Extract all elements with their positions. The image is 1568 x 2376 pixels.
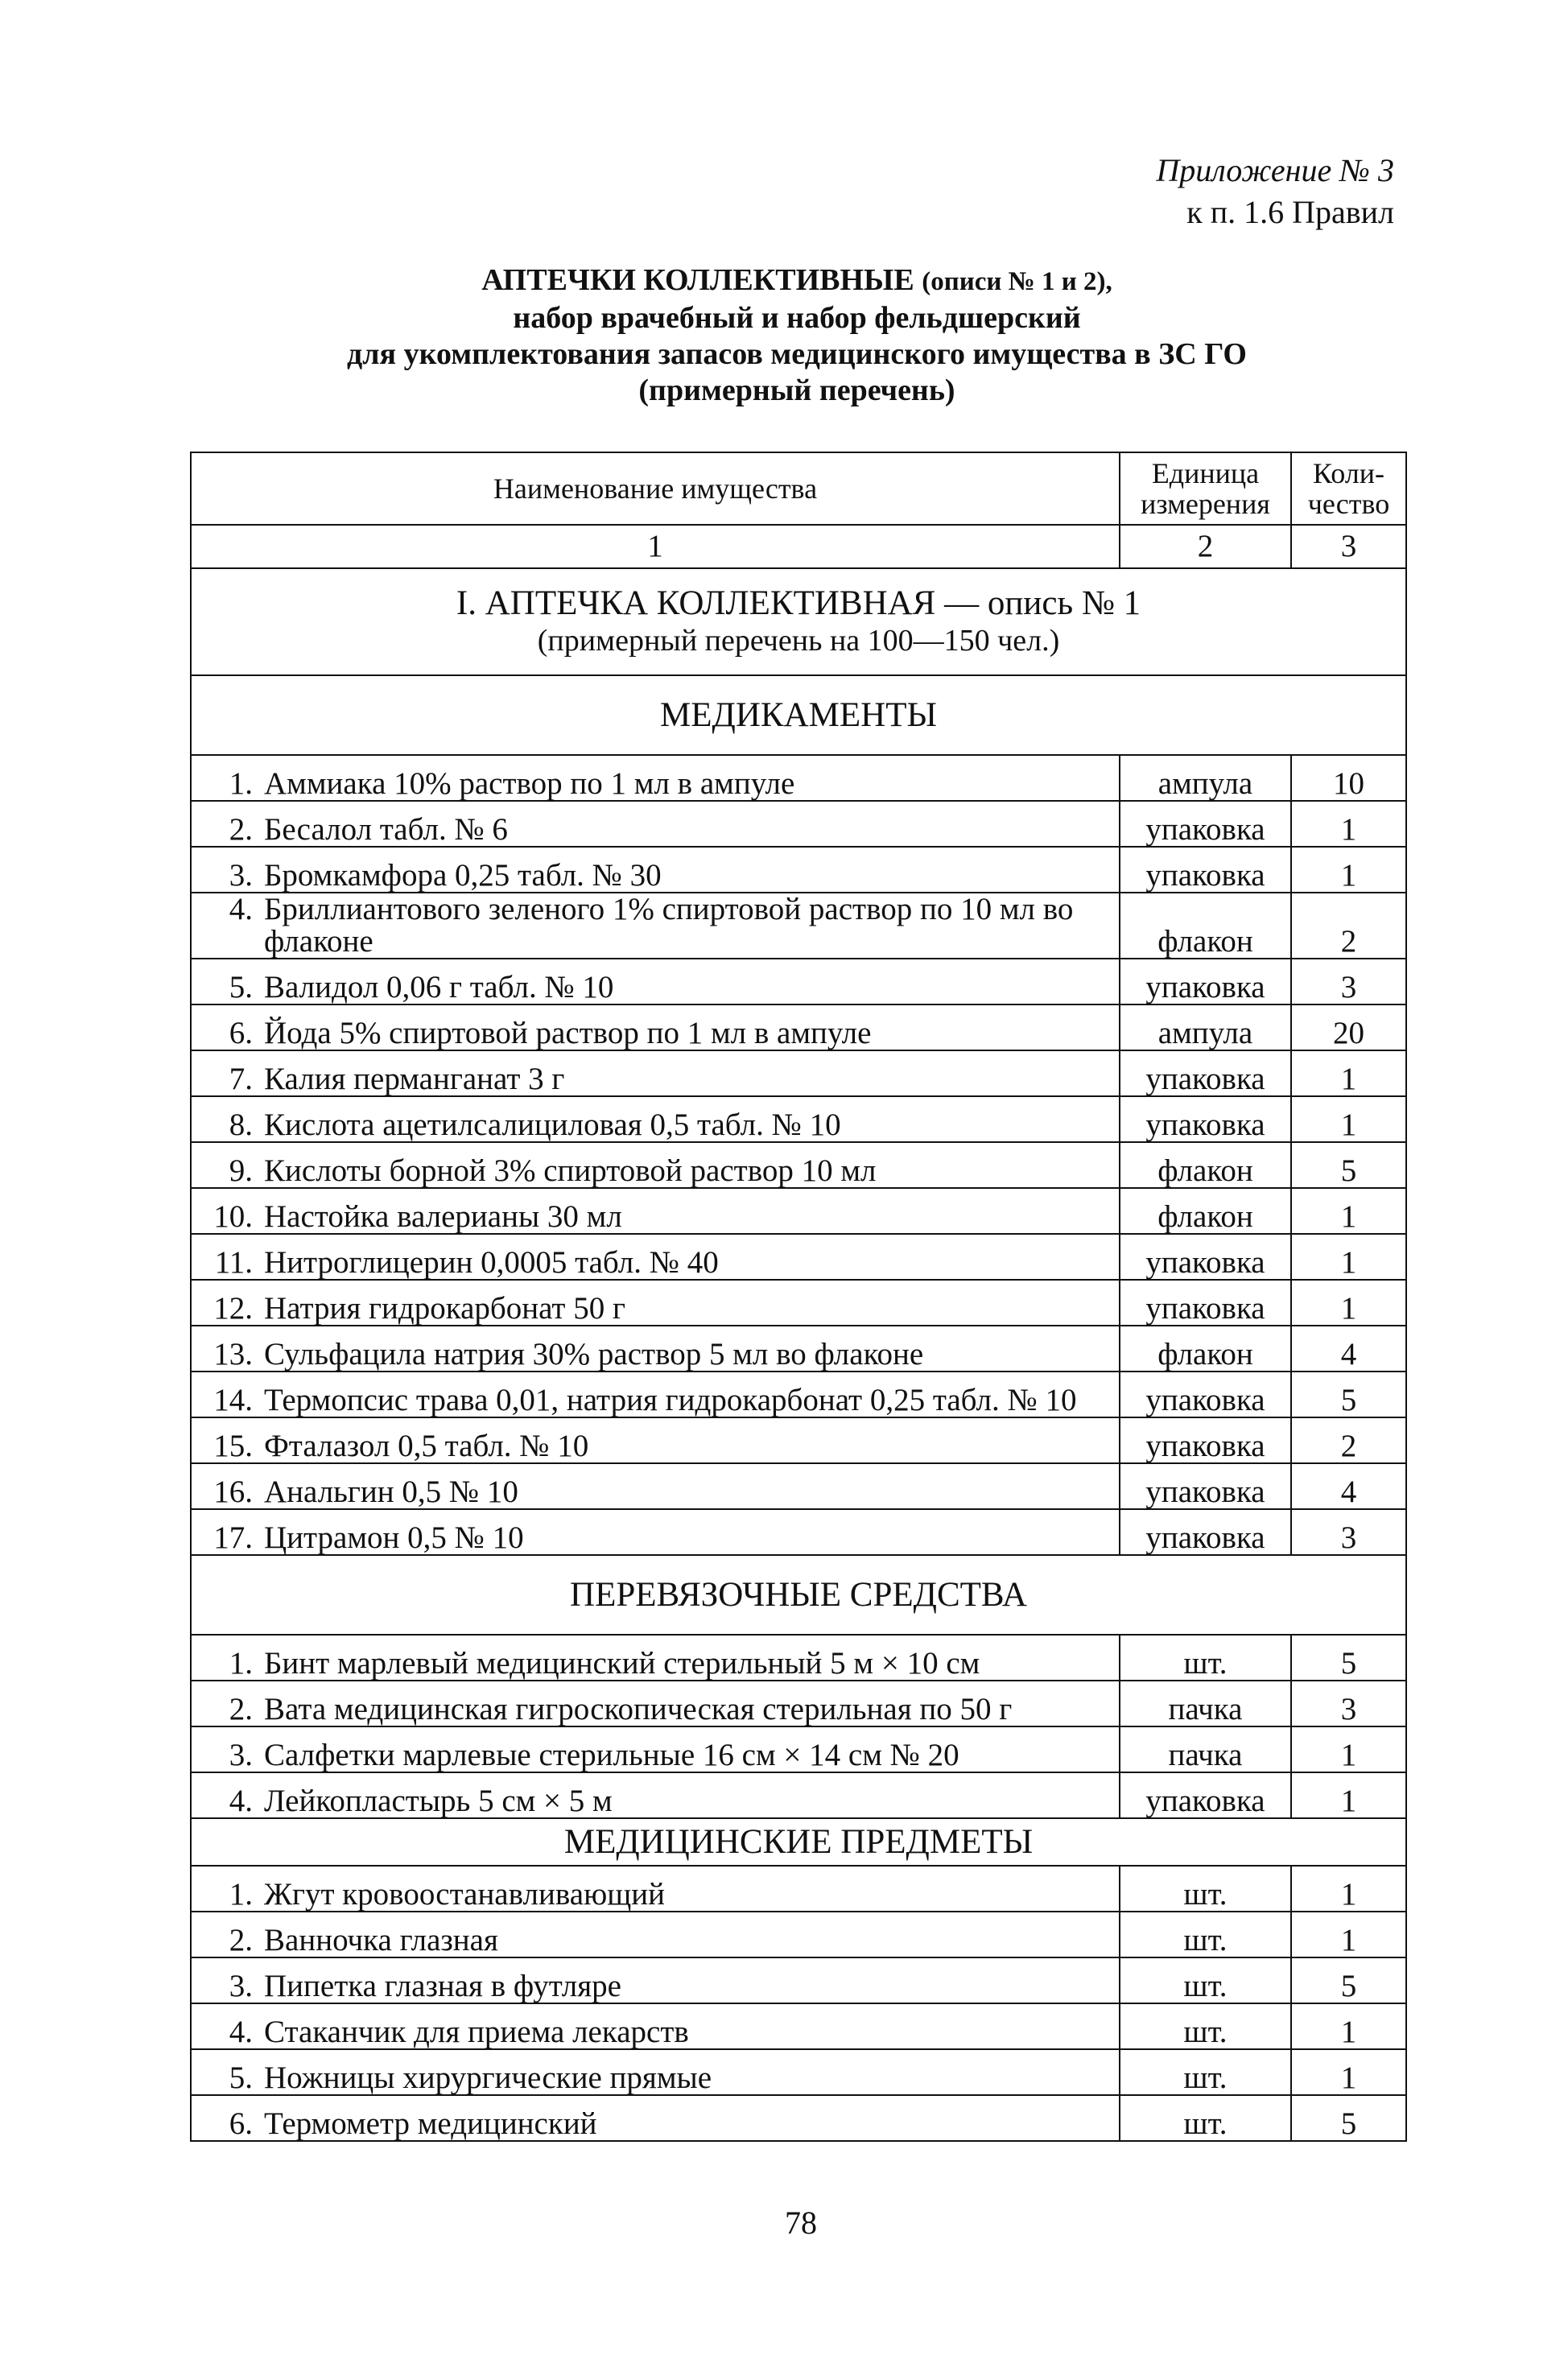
table-row — [191, 893, 1406, 959]
item-unit: упаковка — [1120, 1772, 1291, 1818]
item-name-cell — [191, 959, 1120, 1004]
item-quantity: 3 — [1291, 1681, 1406, 1726]
item-number: 7. — [229, 1062, 253, 1096]
item-name-cell — [191, 1417, 1120, 1463]
part-heading — [191, 568, 1406, 675]
column-number-row — [191, 525, 1406, 568]
item-number: 4. — [229, 2015, 253, 2049]
item-unit: упаковка — [1120, 1234, 1291, 1280]
table-row — [191, 1866, 1406, 1912]
item-unit: упаковка — [1120, 1372, 1291, 1417]
table-row — [191, 1772, 1406, 1818]
table-row — [191, 1635, 1406, 1681]
table-row — [191, 1050, 1406, 1096]
table-row — [191, 1372, 1406, 1417]
item-number: 11. — [214, 1245, 253, 1280]
item-unit: упаковка — [1120, 1417, 1291, 1463]
item-number: 2. — [229, 1692, 253, 1726]
item-unit: упаковка — [1120, 801, 1291, 847]
part-title: I. АПТЕЧКА КОЛЛЕКТИВНАЯ — опись № 1 — [456, 584, 1141, 622]
item-unit: упаковка — [1120, 1096, 1291, 1142]
item-unit: упаковка — [1120, 1509, 1291, 1555]
item-quantity: 1 — [1291, 1866, 1406, 1912]
item-number: 9. — [229, 1153, 253, 1188]
item-number: 2. — [229, 812, 253, 847]
item-unit: пачка — [1120, 1726, 1291, 1772]
item-name-cell — [191, 2003, 1120, 2049]
appendix-number: Приложение № 3 — [1156, 152, 1394, 188]
item-name: Бриллиантового зеленого 1% спиртовой раствор по 10 мл во флаконе — [264, 892, 1074, 959]
item-name: Цитрамон 0,5 № 10 — [264, 1520, 524, 1555]
item-unit: ампула — [1120, 755, 1291, 801]
item-number: 4. — [229, 892, 253, 926]
title-line-3: для укомплектования запасов медицинского имущества в ЗС ГО — [347, 337, 1247, 371]
item-quantity: 1 — [1291, 847, 1406, 893]
document-title — [0, 262, 1568, 409]
item-name: Вата медицинская гигроскопическая стерильная по 50 г — [264, 1692, 1013, 1726]
item-name-cell — [191, 755, 1120, 801]
item-name: Пипетка глазная в футляре — [264, 1969, 621, 2003]
column-number: 2 — [1120, 525, 1291, 568]
item-number: 6. — [229, 2106, 253, 2141]
item-name: Настойка валерианы 30 мл — [264, 1199, 622, 1234]
item-name: Ножницы хирургические прямые — [264, 2060, 712, 2095]
item-name: Салфетки марлевые стерильные 16 см × 14 см № 20 — [264, 1738, 959, 1772]
item-quantity: 4 — [1291, 1326, 1406, 1372]
header-row — [191, 452, 1406, 525]
item-quantity: 1 — [1291, 2049, 1406, 2095]
appendix-rule-ref: к п. 1.6 Правил — [1186, 194, 1394, 230]
item-unit: упаковка — [1120, 959, 1291, 1004]
item-quantity: 1 — [1291, 1912, 1406, 1957]
section-heading: ПЕРЕВЯЗОЧНЫЕ СРЕДСТВА — [191, 1555, 1406, 1635]
item-quantity: 1 — [1291, 801, 1406, 847]
part-heading-row — [191, 568, 1406, 675]
column-number: 1 — [191, 525, 1120, 568]
table-row — [191, 755, 1406, 801]
item-unit: шт. — [1120, 1957, 1291, 2003]
item-name: Бромкамфора 0,25 табл. № 30 — [264, 858, 662, 893]
section-heading-row — [191, 1818, 1406, 1866]
table-row — [191, 1188, 1406, 1234]
item-name-cell — [191, 1326, 1120, 1372]
item-name-cell — [191, 1004, 1120, 1050]
item-unit: упаковка — [1120, 1463, 1291, 1509]
item-name: Йода 5% спиртовой раствор по 1 мл в ампуле — [264, 1016, 872, 1050]
title-line-4: (примерный перечень) — [638, 373, 955, 407]
table-row — [191, 847, 1406, 893]
item-unit: пачка — [1120, 1681, 1291, 1726]
table-row — [191, 1957, 1406, 2003]
table-row — [191, 1096, 1406, 1142]
page-number: 78 — [785, 2205, 817, 2241]
table-row — [191, 1463, 1406, 1509]
item-name-cell — [191, 2049, 1120, 2095]
item-name: Термопсис трава 0,01, натрия гидрокарбонат 0,25 табл. № 10 — [264, 1383, 1077, 1417]
title-main: АПТЕЧКИ КОЛЛЕКТИВНЫЕ — [481, 263, 914, 297]
item-quantity: 5 — [1291, 1635, 1406, 1681]
inventory-table — [190, 452, 1407, 2142]
item-number: 2. — [229, 1923, 253, 1957]
item-name-cell — [191, 847, 1120, 893]
item-unit: ампула — [1120, 1004, 1291, 1050]
item-name-cell — [191, 1509, 1120, 1555]
item-quantity: 3 — [1291, 1509, 1406, 1555]
item-name-cell — [191, 1142, 1120, 1188]
item-name-cell — [191, 1188, 1120, 1234]
item-unit: упаковка — [1120, 1050, 1291, 1096]
column-number: 3 — [1291, 525, 1406, 568]
item-name: Анальгин 0,5 № 10 — [264, 1475, 518, 1509]
item-number: 6. — [229, 1016, 253, 1050]
item-name-cell — [191, 2095, 1120, 2141]
item-quantity: 2 — [1291, 1417, 1406, 1463]
section-heading-row — [191, 1555, 1406, 1635]
table-row — [191, 1681, 1406, 1726]
item-number: 15. — [213, 1429, 253, 1463]
table-row — [191, 2095, 1406, 2141]
item-quantity: 5 — [1291, 1372, 1406, 1417]
item-quantity: 3 — [1291, 959, 1406, 1004]
item-name: Термометр медицинский — [264, 2106, 597, 2141]
header-unit: Единица измерения — [1120, 452, 1291, 525]
item-number: 10. — [213, 1199, 253, 1234]
item-name-cell — [191, 1912, 1120, 1957]
item-quantity: 1 — [1291, 1772, 1406, 1818]
table-row — [191, 1417, 1406, 1463]
item-name-cell — [191, 1050, 1120, 1096]
item-quantity: 20 — [1291, 1004, 1406, 1050]
item-quantity: 1 — [1291, 1096, 1406, 1142]
header-name: Наименование имущества — [191, 452, 1120, 525]
item-unit: шт. — [1120, 1866, 1291, 1912]
table-row — [191, 2049, 1406, 2095]
header-quantity: Коли- чество — [1291, 452, 1406, 525]
item-unit: шт. — [1120, 2049, 1291, 2095]
table-row — [191, 1912, 1406, 1957]
item-number: 8. — [229, 1108, 253, 1142]
item-number: 14. — [213, 1383, 253, 1417]
table-row — [191, 1280, 1406, 1326]
item-name: Калия перманганат 3 г — [264, 1062, 565, 1096]
item-name: Нитроглицерин 0,0005 табл. № 40 — [264, 1245, 719, 1280]
item-number: 4. — [229, 1784, 253, 1818]
item-unit: шт. — [1120, 1912, 1291, 1957]
item-number: 1. — [229, 1877, 253, 1912]
table-row — [191, 1234, 1406, 1280]
item-name-cell — [191, 893, 1120, 959]
title-inventories: (описи № 1 и 2), — [922, 267, 1112, 296]
item-quantity: 4 — [1291, 1463, 1406, 1509]
item-name-cell — [191, 1280, 1120, 1326]
table-row — [191, 1326, 1406, 1372]
item-number: 12. — [213, 1291, 253, 1326]
item-quantity: 2 — [1291, 893, 1406, 959]
item-unit: флакон — [1120, 1326, 1291, 1372]
table-row — [191, 801, 1406, 847]
table-row — [191, 1142, 1406, 1188]
item-name: Сульфацила натрия 30% раствор 5 мл во флаконе — [264, 1337, 924, 1372]
item-name: Кислоты борной 3% спиртовой раствор 10 мл — [264, 1153, 877, 1188]
item-unit: шт. — [1120, 2003, 1291, 2049]
title-line-2: набор врачебный и набор фельдшерский — [513, 301, 1081, 335]
item-number: 5. — [229, 970, 253, 1004]
item-quantity: 1 — [1291, 2003, 1406, 2049]
item-number: 13. — [213, 1337, 253, 1372]
section-heading: МЕДИЦИНСКИЕ ПРЕДМЕТЫ — [191, 1818, 1406, 1866]
item-unit: флакон — [1120, 893, 1291, 959]
item-number: 3. — [229, 858, 253, 893]
item-unit: упаковка — [1120, 847, 1291, 893]
section-heading: МЕДИКАМЕНТЫ — [191, 675, 1406, 755]
table-row — [191, 2003, 1406, 2049]
item-number: 1. — [229, 766, 253, 801]
section-heading-row — [191, 675, 1406, 755]
item-name: Аммиака 10% раствор по 1 мл в ампуле — [264, 766, 795, 801]
item-unit: флакон — [1120, 1188, 1291, 1234]
item-name: Валидол 0,06 г табл. № 10 — [264, 970, 614, 1004]
item-unit: упаковка — [1120, 1280, 1291, 1326]
item-name: Стаканчик для приема лекарств — [264, 2015, 689, 2049]
item-quantity: 1 — [1291, 1050, 1406, 1096]
item-unit: флакон — [1120, 1142, 1291, 1188]
item-name: Фталазол 0,5 табл. № 10 — [264, 1429, 589, 1463]
item-quantity: 1 — [1291, 1188, 1406, 1234]
appendix-reference — [1156, 150, 1394, 233]
item-name-cell — [191, 801, 1120, 847]
item-name: Бесалол табл. № 6 — [264, 812, 508, 847]
item-number: 3. — [229, 1738, 253, 1772]
item-name: Лейкопластырь 5 см × 5 м — [264, 1784, 613, 1818]
item-quantity: 10 — [1291, 755, 1406, 801]
item-name-cell — [191, 1726, 1120, 1772]
item-number: 1. — [229, 1646, 253, 1681]
item-name-cell — [191, 1957, 1120, 2003]
item-name: Жгут кровоостанавливающий — [264, 1877, 665, 1912]
item-name-cell — [191, 1096, 1120, 1142]
item-name: Кислота ацетилсалициловая 0,5 табл. № 10 — [264, 1108, 841, 1142]
table-row — [191, 1004, 1406, 1050]
item-unit: шт. — [1120, 2095, 1291, 2141]
item-quantity: 5 — [1291, 1957, 1406, 2003]
item-name-cell — [191, 1681, 1120, 1726]
part-subtitle: (примерный перечень на 100—150 чел.) — [537, 623, 1060, 658]
item-name-cell — [191, 1772, 1120, 1818]
table-row — [191, 959, 1406, 1004]
item-unit: шт. — [1120, 1635, 1291, 1681]
item-name: Натрия гидрокарбонат 50 г — [264, 1291, 625, 1326]
table-row — [191, 1509, 1406, 1555]
item-name-cell — [191, 1372, 1120, 1417]
item-quantity: 1 — [1291, 1726, 1406, 1772]
item-name: Бинт марлевый медицинский стерильный 5 м × 10 см — [264, 1646, 980, 1681]
table-row — [191, 1726, 1406, 1772]
item-number: 3. — [229, 1969, 253, 2003]
item-quantity: 5 — [1291, 1142, 1406, 1188]
item-number: 17. — [213, 1520, 253, 1555]
item-name-cell — [191, 1635, 1120, 1681]
item-name: Ванночка глазная — [264, 1923, 498, 1957]
item-quantity: 1 — [1291, 1234, 1406, 1280]
item-name-cell — [191, 1234, 1120, 1280]
item-quantity: 1 — [1291, 1280, 1406, 1326]
item-number: 5. — [229, 2060, 253, 2095]
item-name-cell — [191, 1463, 1120, 1509]
item-quantity: 5 — [1291, 2095, 1406, 2141]
item-number: 16. — [213, 1475, 253, 1509]
item-name-cell — [191, 1866, 1120, 1912]
